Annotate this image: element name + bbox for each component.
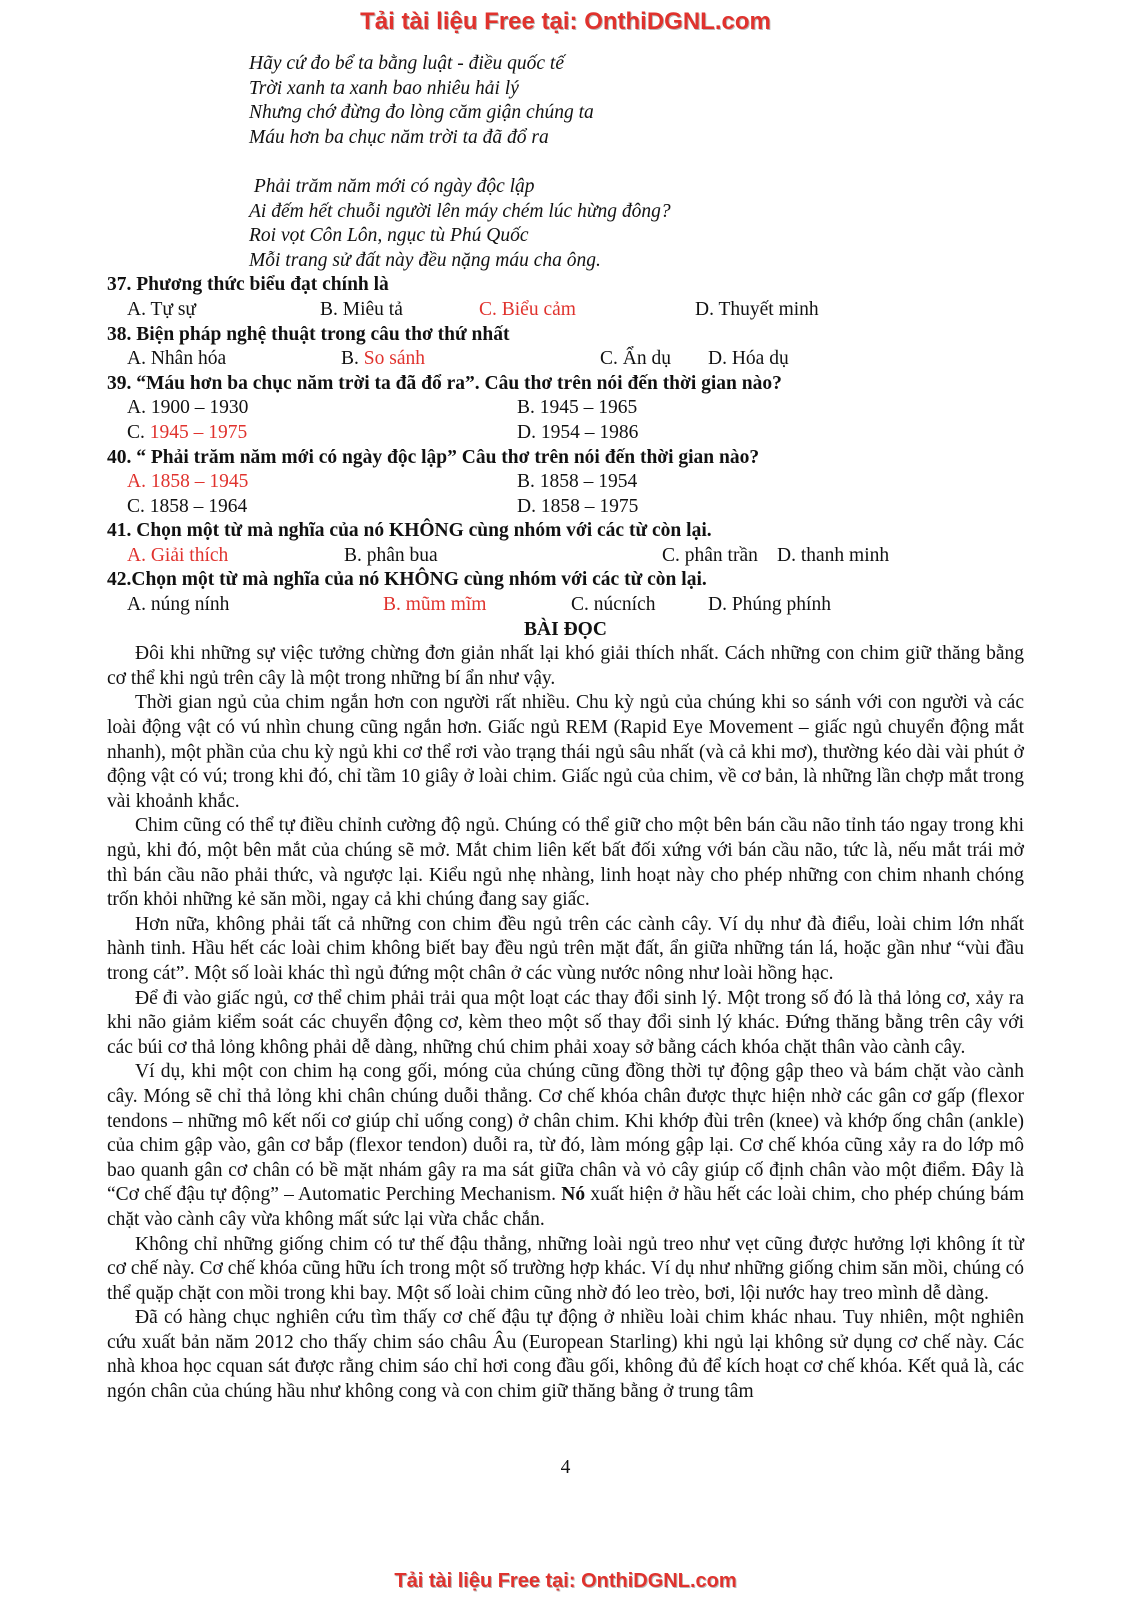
option-d: D. 1858 – 1975	[517, 495, 639, 517]
options-42	[107, 593, 1024, 618]
option-b: B. 1858 – 1954	[517, 471, 638, 493]
options-39b	[107, 421, 1024, 446]
poem-line: Roi vọt Côn Lôn, ngục tù Phú Quốc	[249, 225, 529, 247]
question-40: 40. “ Phải trăm năm mới có ngày độc lập” Câu thơ trên nói đến thời gian nào?	[107, 446, 760, 468]
options-41	[107, 544, 1024, 569]
poem-line: Phải trăm năm mới có ngày độc lập	[249, 175, 535, 197]
page-content	[107, 52, 1024, 1405]
question-41: 41. Chọn một từ mà nghĩa của nó KHÔNG cùng nhóm với các từ còn lại.	[107, 520, 712, 542]
options-40a	[107, 470, 1024, 495]
option-c: C. núcních	[571, 594, 656, 616]
option-b	[341, 347, 425, 372]
option-b-answer: So sánh	[363, 348, 425, 370]
option-d: D. 1954 – 1986	[517, 421, 639, 443]
option-b-prefix: B.	[341, 348, 364, 370]
option-d: D. Thuyết minh	[695, 298, 819, 320]
option-d: D. Hóa dụ	[708, 348, 789, 370]
reading-paragraph: Chim cũng có thể tự điều chỉnh cường độ ngủ. Chúng có thể giữ cho một bên bán cầu não tỉnh táo ngay trong khi ngủ, khi đó, một bên mắt của chúng sẽ mở. Mắt chim liên kết bất đối xứng với bán cầu não, tức là, nếu mắt trái mở thì bán cầu não phải thức, và ngược lại. Kiểu ngủ nhẹ nhàng, linh hoạt này cho phép những con chim nhanh chóng trốn khỏi những kẻ săn mồi, ngay cả khi chúng đang say giấc.	[107, 815, 1024, 911]
reading-paragraph	[107, 1060, 1024, 1232]
question-42: 42.Chọn một từ mà nghĩa của nó KHÔNG cùng nhóm với các từ còn lại.	[107, 569, 707, 591]
options-39a	[107, 396, 1024, 421]
poem-line: Máu hơn ba chục năm trời ta đã đổ ra	[249, 126, 549, 148]
reading-paragraph: Hơn nữa, không phải tất cả những con chim đều ngủ trên các cành cây. Ví dụ như đà điểu, loài chim lớn nhất hành tinh. Hầu hết các loài chim không biết bay đều ngủ trên mặt đất, ẩn giữa những tán lá, hoặc gần như “vùi đầu trong cát”. Một số loài khác thì ngủ đứng một chân ở các vùng nước nông như loài hồng hạc.	[107, 913, 1024, 984]
option-a: A. Nhân hóa	[127, 348, 227, 370]
question-39: 39. “Máu hơn ba chục năm trời ta đã đổ ra”. Câu thơ trên nói đến thời gian nào?	[107, 372, 782, 394]
poem-line: Trời xanh ta xanh bao nhiêu hải lý	[249, 77, 519, 99]
reading-paragraph: Thời gian ngủ của chim ngắn hơn con người rất nhiều. Chu kỳ ngủ của chúng khi so sánh với con người và các loài động vật có vú nhìn chung cũng ngắn hơn. Giấc ngủ REM (Rapid Eye Movement – giấc ngủ chuyển động mắt nhanh), một phần của chu kỳ ngủ khi cơ thể rơi vào trạng thái ngủ sâu nhất (và cả khi mơ), thường kéo dài vài phút ở động vật có vú; trong khi đó, chỉ tầm 10 giây ở loài chim. Giấc ngủ của chim, về cơ bản, là những lần chợp mắt trong vài khoảnh khắc.	[107, 692, 1024, 812]
question-38: 38. Biện pháp nghệ thuật trong câu thơ thứ nhất	[107, 323, 510, 345]
option-c: C. 1858 – 1964	[127, 495, 248, 517]
option-b: B. phân bua	[344, 544, 438, 566]
poem-line: Ai đếm hết chuỗi người lên máy chém lúc hừng đông?	[249, 200, 671, 222]
option-d: D. thanh minh	[777, 544, 890, 566]
reading-paragraph: Để đi vào giấc ngủ, cơ thể chim phải trải qua một loạt các thay đổi sinh lý. Một trong số đó là thả lỏng cơ, xảy ra khi não giảm kiểm soát các chuyển động cơ, kèm theo một số thay đổi sinh lý khác. Đứng thăng bằng trên cây với các búi cơ thả lỏng không phải dễ dàng, những chú chim phải xoay sở bằng cách khóa chặt thân vào cành cây.	[107, 987, 1024, 1058]
page-number: 4	[560, 1457, 571, 1478]
option-c-answer: 1945 – 1975	[149, 421, 248, 443]
option-d: D. Phúng phính	[708, 594, 831, 616]
poem-line: Mỗi trang sử đất này đều nặng máu cha ông.	[249, 249, 601, 271]
option-c: C. Ẩn dụ	[600, 348, 671, 370]
option-b-answer: B. mũm mĩm	[383, 594, 487, 616]
option-a: A. 1900 – 1930	[127, 397, 249, 419]
reading-title: BÀI ĐỌC	[524, 618, 607, 640]
footer-banner: Tải tài liệu Free tại: OnthiDGNL.com	[394, 1570, 737, 1592]
reading-paragraph: Không chỉ những giống chim có tư thế đậu thẳng, những loài ngủ treo như vẹt cũng được hưởng lợi không ít từ cơ chế này. Cơ chế khóa cũng hữu ích trong một số trường hợp khác. Ví dụ như những giống chim săn mồi, chúng có thể quặp chặt con mồi trong khi bay. Một số loài chim cũng nhờ đó leo trèo, bơi, lội nước hay treo mình dễ dàng.	[107, 1233, 1024, 1304]
option-a-answer: A. 1858 – 1945	[127, 471, 249, 493]
options-40b	[107, 495, 1024, 520]
options-37	[107, 298, 1024, 323]
option-a: A. Tự sự	[127, 298, 196, 320]
poem-line: Nhưng chớ đừng đo lòng căm giận chúng ta	[249, 102, 594, 124]
options-38	[107, 347, 1024, 372]
poem-line: Hãy cứ đo bể ta bằng luật - điều quốc tế	[249, 53, 564, 74]
option-a: A. núng nính	[127, 594, 230, 616]
option-b: B. 1945 – 1965	[517, 397, 638, 419]
bold-word: Nó	[561, 1184, 586, 1206]
paragraph-text: xuất hiện ở hầu hết các loài chim, cho phép chúng bám chặt vào cành cây vừa không mất sức lại vừa chắc chắn.	[107, 1184, 1024, 1230]
paragraph-text: Ví dụ, khi một con chim hạ cong gối, móng của chúng cũng đồng thời tự động gập theo và bám chặt vào cành cây. Móng sẽ chỉ thả lỏng khi chân chúng duỗi thẳng. Cơ chế khóa chân được thực hiện nhờ các gân cơ gấp (flexor tendons – những mô kết nối cơ giúp chỉ uống cong) ở chân chim. Khi khớp đùi trên (knee) và khớp ống chân (ankle) của chim gập vào, gân cơ bắp (flexor tendon) duỗi ra, từ đó, làm móng gập lại. Cơ chế khóa cũng xảy ra do lớp mô bao quanh gân cơ chân có bề mặt nhám gây ra ma sát giữa chân và vỏ cây giúp cố định chân vào một điểm. Đây là “Cơ chế đậu tự động” – Automatic Perching Mechanism.	[107, 1061, 1024, 1206]
option-c	[127, 421, 247, 446]
poem	[107, 52, 1024, 273]
question-37: 37. Phương thức biểu đạt chính là	[107, 274, 389, 296]
reading-paragraph: Đã có hàng chục nghiên cứu tìm thấy cơ chế đậu tự động ở nhiều loài chim khác nhau. Tuy nhiên, một nghiên cứu xuất bản năm 2012 cho thấy chim sáo châu Âu (European Starling) khi ngủ lại không sử dụng cơ chế này. Các nhà khoa học cquan sát được rằng chim sáo chỉ hơi cong đầu gối, không đủ để kích hoạt cơ chế khóa. Kết quả là, các ngón chân của chúng hầu như không cong và con chim giữ thăng bằng ở trung tâm	[107, 1307, 1024, 1403]
option-c-answer: C. Biểu cảm	[479, 298, 576, 320]
option-c: C. phân trần	[662, 544, 758, 566]
reading-paragraph: Đôi khi những sự việc tưởng chừng đơn giản nhất lại khó giải thích nhất. Cách những con chim giữ thăng bằng cơ thể khi ngủ trên cây là một trong những bí ẩn như vậy.	[107, 643, 1024, 689]
option-a-answer: A. Giải thích	[127, 544, 229, 566]
option-b: B. Miêu tả	[320, 298, 403, 320]
option-c-prefix: C.	[127, 421, 150, 443]
header-banner: Tải tài liệu Free tại: OnthiDGNL.com	[360, 8, 771, 35]
